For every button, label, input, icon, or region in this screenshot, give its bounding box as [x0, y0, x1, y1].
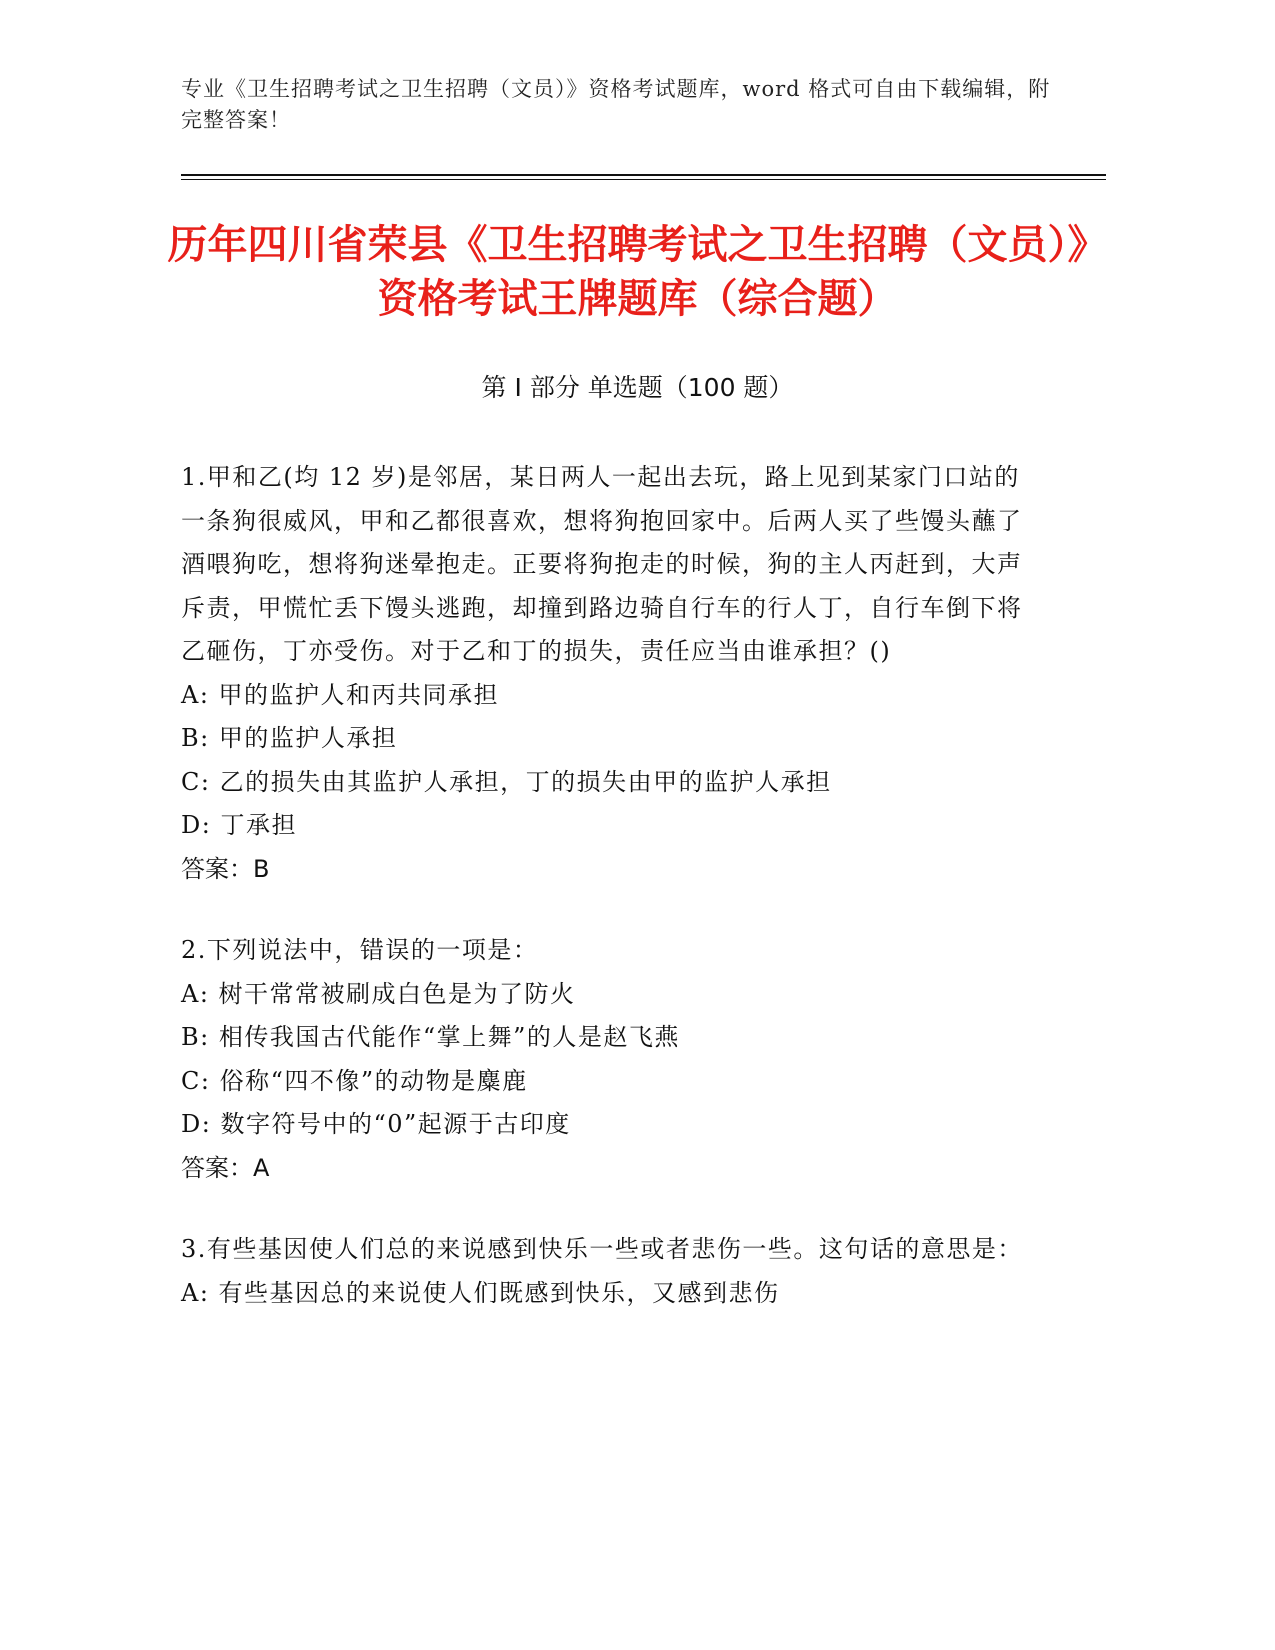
- question-option: D: 丁承担: [181, 811, 297, 839]
- header-divider-thin: [181, 179, 1106, 180]
- question-option: B: 甲的监护人承担: [181, 724, 398, 752]
- section-title: 第 I 部分 单选题（100 题）: [481, 373, 794, 402]
- question-item: [181, 929, 1041, 1190]
- question-answer: 答案：A: [181, 1153, 270, 1182]
- question-option: B: 相传我国古代能作“掌上舞”的人是赵飞燕: [181, 1023, 680, 1051]
- question-stem: 2.下列说法中，错误的一项是：: [181, 936, 539, 964]
- document-title: 历年四川省荣县《卫生招聘考试之卫生招聘（文员）》资格考试王牌题库（综合题）: [167, 222, 1108, 322]
- question-option: A: 有些基因总的来说使人们既感到快乐，又感到悲伤: [181, 1278, 780, 1307]
- question-option: C: 俗称“四不像”的动物是麋鹿: [181, 1066, 528, 1095]
- question-stem: 1.甲和乙(均 12 岁)是邻居，某日两人一起出去玩，路上见到某家门口站的一条狗很威风，甲和乙都很喜欢，想将狗抱回家中。后两人买了些馒头蘸了酒喂狗吃，想将狗迷晕抱走。正要将狗抱走的时候，狗的主人丙赶到，大声斥责，甲慌忙丢下馒头逃跑，却撞到路边骑自行车的行人丁，自行车倒下将乙砸伤，丁亦受伤。对于乙和丁的损失，责任应当由谁承担？(): [181, 463, 1023, 665]
- question-stem: 3.有些基因使人们总的来说感到快乐一些或者悲伤一些。这句话的意思是：: [181, 1235, 1023, 1263]
- header-divider-thick: [181, 174, 1106, 176]
- question-option: A: 树干常常被刷成白色是为了防火: [181, 979, 576, 1008]
- question-option: D: 数字符号中的“0”起源于古印度: [181, 1110, 571, 1138]
- question-answer: 答案：B: [181, 854, 270, 883]
- question-item: [181, 1228, 1041, 1315]
- header-note: 专业《卫生招聘考试之卫生招聘（文员）》资格考试题库，word 格式可自由下载编辑，附完整答案！: [181, 77, 1051, 132]
- question-option: A: 甲的监护人和丙共同承担: [181, 680, 500, 709]
- question-option: C: 乙的损失由其监护人承担，丁的损失由甲的监护人承担: [181, 767, 832, 796]
- question-item: [181, 456, 1041, 891]
- question-list: [181, 456, 1041, 1353]
